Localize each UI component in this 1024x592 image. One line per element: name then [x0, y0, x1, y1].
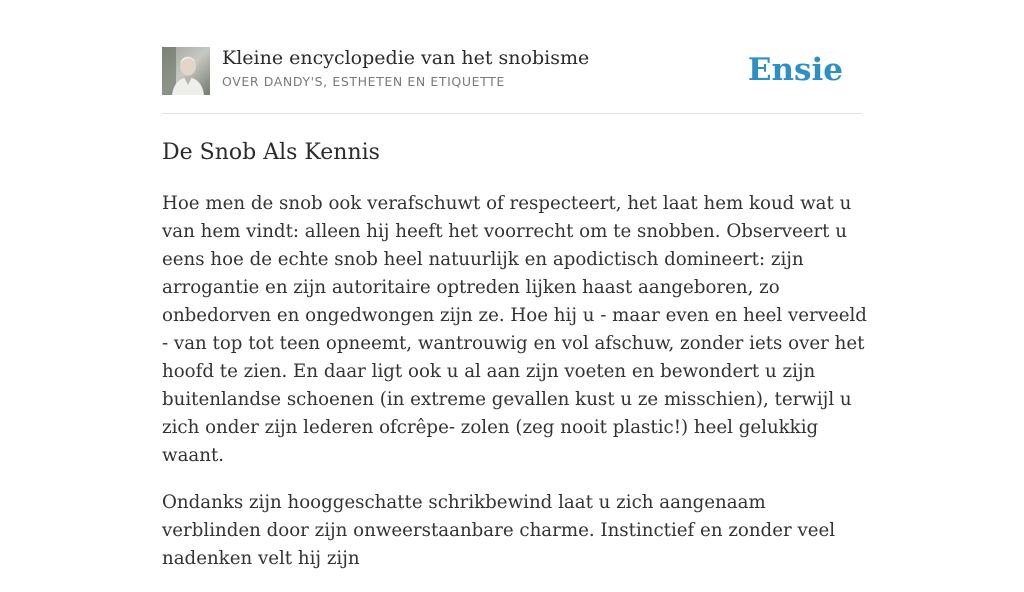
- site-header: [162, 46, 862, 96]
- article-body: [162, 190, 868, 592]
- author-portrait-icon: [162, 47, 210, 95]
- header-divider: [162, 113, 862, 114]
- site-subtitle: OVER DANDY'S, ESTHETEN EN ETIQUETTE: [222, 74, 505, 89]
- article-paragraph: Ondanks zijn hooggeschatte schrikbewind laat u zich aangenaam verblinden door zijn onweerstaanbare charme. Instinctief en zonder veel nadenken velt hij zijn: [162, 492, 836, 569]
- site-title[interactable]: Kleine encyclopedie van het snobisme: [222, 47, 590, 69]
- ensie-logo[interactable]: Ensie: [747, 52, 843, 88]
- article-title: De Snob Als Kennis: [162, 140, 380, 165]
- article-paragraph: Hoe men de snob ook verafschuwt of respecteert, het laat hem koud wat u van hem vindt: alleen hij heeft het voorrecht om te snobben. Observeert u eens hoe de echte snob heel natuurlijk en apodictisch domineert: zijn arrogantie en zijn autoritaire optreden lijken haast aangeboren, zo onbedorven en ongedwongen zijn ze. Hoe hij u - maar even en heel verveeld - van top tot teen opneemt, wantrouwig en vol afschuw, zonder iets over het hoofd te zien. En daar ligt ook u al aan zijn voeten en bewondert u zijn buitenlandse schoenen (in extreme gevallen kust u ze misschien), terwijl u zich onder zijn lederen ofcrêpe- zolen (zeg nooit plastic!) heel gelukkig waant.: [162, 193, 867, 466]
- author-avatar[interactable]: [162, 47, 210, 95]
